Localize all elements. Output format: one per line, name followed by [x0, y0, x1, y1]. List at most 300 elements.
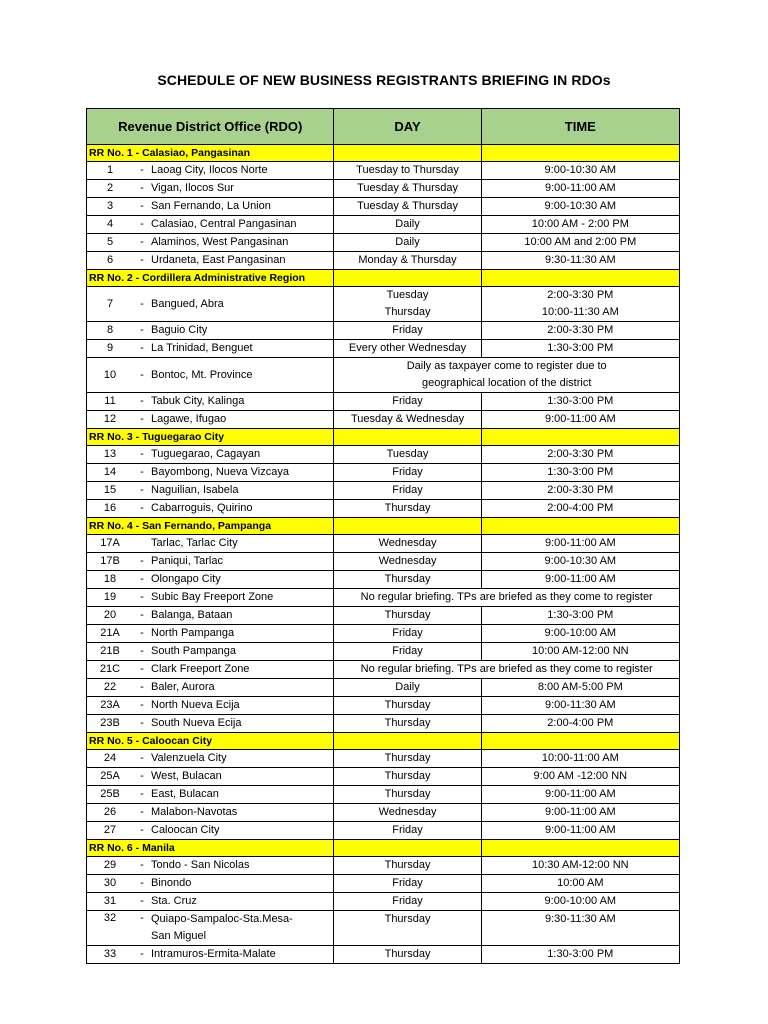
day-cell	[334, 322, 481, 340]
table-row	[87, 822, 680, 840]
rdo-number: 17A	[100, 537, 120, 549]
time-value: 8:00 AM-5:00 PM	[537, 681, 623, 693]
time-value: 10:00 AM - 2:00 PM	[531, 218, 629, 230]
rdo-office-name	[151, 500, 253, 517]
rdo-office-line: Baler, Aurora	[151, 681, 215, 693]
rdo-office-name	[151, 411, 226, 428]
rdo-number: 21A	[100, 627, 120, 639]
table-row	[87, 643, 680, 661]
time-value: 2:00-3:30 PM	[547, 484, 614, 496]
rdo-number: 14	[103, 466, 117, 478]
rdo-office-name	[151, 252, 286, 269]
table-row	[87, 625, 680, 643]
rdo-office-name	[151, 367, 253, 384]
rdo-number: 30	[103, 877, 117, 889]
day-cell	[334, 162, 481, 180]
rdo-office-line: South Nueva Ecija	[151, 717, 242, 729]
rdo-office-line: East, Bulacan	[151, 788, 219, 800]
rdo-office-line: Malabon-Navotas	[151, 806, 238, 818]
day-value: Daily	[395, 218, 420, 230]
time-value: 2:00-4:00 PM	[547, 502, 614, 514]
time-cell	[481, 857, 679, 875]
rdo-number: 1	[106, 164, 114, 176]
table-row	[87, 322, 680, 340]
rdo-dash: -	[140, 182, 144, 194]
table-row	[87, 553, 680, 571]
table-row	[87, 679, 680, 697]
time-cell	[481, 768, 679, 786]
rdo-cell	[87, 340, 334, 358]
rdo-number: 8	[106, 324, 114, 336]
day-cell	[334, 446, 481, 464]
day-cell	[334, 768, 481, 786]
rdo-office-line: Lagawe, Ifugao	[151, 413, 227, 425]
rdo-number: 20	[103, 609, 117, 621]
time-cell	[481, 464, 679, 482]
time-cell	[481, 679, 679, 697]
rdo-number: 5	[106, 236, 114, 248]
rdo-cell	[87, 857, 334, 875]
day-cell	[334, 857, 481, 875]
rdo-number: 19	[103, 591, 117, 603]
rdo-cell	[87, 589, 334, 607]
rdo-dash: -	[140, 368, 144, 381]
time-value: 1:30-3:00 PM	[547, 466, 614, 478]
rdo-office-line: Calasiao, Central Pangasinan	[151, 218, 297, 230]
rdo-number: 31	[103, 895, 117, 907]
schedule-note-line: No regular briefing. TPs are briefed as they come to register	[360, 663, 653, 675]
day-value: Friday	[392, 824, 423, 836]
rdo-office-line: Naguilian, Isabela	[151, 484, 239, 496]
table-row	[87, 464, 680, 482]
rdo-office-name	[151, 946, 276, 963]
rdo-cell	[87, 234, 334, 252]
day-value: Wednesday	[378, 555, 437, 567]
table-row	[87, 750, 680, 768]
rdo-office-line: Tondo - San Nicolas	[151, 859, 250, 871]
rdo-office-name	[151, 875, 191, 892]
rdo-office-name	[151, 180, 234, 197]
time-value: 9:00-11:00 AM	[544, 573, 616, 585]
region-day-cell	[334, 840, 481, 857]
rdo-number: 18	[103, 573, 117, 585]
time-cell	[481, 786, 679, 804]
time-value: 9:00-10:00 AM	[544, 895, 617, 907]
rdo-number: 11	[104, 395, 116, 407]
time-value: 9:00-11:00 AM	[544, 182, 616, 194]
region-day-cell	[334, 518, 481, 535]
day-cell	[334, 697, 481, 715]
table-row	[87, 446, 680, 464]
day-value: Thursday	[384, 948, 431, 960]
rdo-office-name	[151, 661, 249, 678]
day-cell	[334, 340, 481, 358]
day-value: Thursday	[384, 913, 431, 925]
rdo-number: 17B	[100, 555, 120, 567]
rdo-office-line: North Pampanga	[151, 627, 235, 639]
region-header-row	[87, 733, 680, 750]
time-cell	[481, 234, 679, 252]
schedule-table	[86, 108, 680, 964]
rdo-office-name	[151, 857, 249, 874]
rdo-cell	[87, 571, 334, 589]
day-cell	[334, 198, 481, 216]
day-value: Wednesday	[378, 806, 437, 818]
rdo-office-line: Olongapo City	[151, 573, 221, 585]
time-cell	[481, 643, 679, 661]
time-value: 9:00-10:30 AM	[544, 164, 617, 176]
rdo-cell	[87, 180, 334, 198]
day-cell	[334, 234, 481, 252]
time-value: 2:00-3:30 PM	[547, 289, 614, 301]
rdo-office-line: Quiapo-Sampaloc-Sta.Mesa-	[151, 913, 293, 925]
region-name: RR No. 4 - San Fernando, Pampanga	[87, 518, 334, 535]
rdo-number: 4	[106, 218, 114, 230]
rdo-dash: -	[140, 200, 144, 212]
table-row	[87, 500, 680, 518]
day-value: Daily	[395, 681, 420, 693]
rdo-dash: -	[140, 948, 144, 960]
table-row	[87, 180, 680, 198]
rdo-office-name	[151, 393, 244, 410]
region-name: RR No. 5 - Caloocan City	[87, 733, 334, 750]
rdo-cell	[87, 643, 334, 661]
rdo-office-line: Clark Freeport Zone	[151, 663, 250, 675]
time-value: 9:00-11:00 AM	[544, 537, 616, 549]
rdo-cell	[87, 287, 334, 322]
time-value: 9:00 AM -12:00 NN	[533, 770, 628, 782]
day-cell	[334, 500, 481, 518]
day-cell	[334, 875, 481, 893]
time-cell	[481, 162, 679, 180]
rdo-office-line: West, Bulacan	[151, 770, 222, 782]
rdo-dash: -	[140, 236, 144, 248]
rdo-office-name	[151, 198, 271, 215]
time-cell	[481, 607, 679, 625]
table-row	[87, 287, 680, 322]
rdo-number: 27	[103, 824, 117, 836]
time-cell	[481, 697, 679, 715]
rdo-number: 32	[103, 912, 117, 924]
rdo-cell	[87, 358, 334, 393]
rdo-dash: -	[140, 164, 144, 176]
time-value: 9:00-10:30 AM	[544, 200, 617, 212]
region-time-cell	[481, 733, 679, 750]
rdo-number: 21B	[100, 645, 120, 657]
rdo-dash: -	[140, 609, 144, 621]
region-name: RR No. 3 - Tuguegarao City	[87, 429, 334, 446]
day-value: Friday	[392, 395, 423, 407]
rdo-office-line: Tuguegarao, Cagayan	[151, 448, 261, 460]
region-time-cell	[481, 518, 679, 535]
rdo-office-line: Vigan, Ilocos Sur	[151, 182, 234, 194]
table-row	[87, 340, 680, 358]
rdo-office-line: Subic Bay Freeport Zone	[151, 591, 274, 603]
rdo-number: 23A	[100, 699, 120, 711]
header-day: DAY	[334, 109, 481, 145]
table-row	[87, 857, 680, 875]
rdo-dash: -	[140, 788, 144, 800]
rdo-cell	[87, 661, 334, 679]
region-day-cell	[334, 733, 481, 750]
rdo-office-line: Intramuros-Ermita-Malate	[151, 948, 276, 960]
day-value: Friday	[392, 484, 423, 496]
schedule-note	[334, 589, 680, 607]
time-cell	[481, 216, 679, 234]
day-value: Thursday	[384, 699, 431, 711]
region-day-cell	[334, 429, 481, 446]
rdo-dash: -	[140, 752, 144, 764]
time-value: 10:00 AM-12:00 NN	[532, 645, 629, 657]
time-value: 9:00-11:00 AM	[544, 824, 616, 836]
table-row	[87, 804, 680, 822]
rdo-office-name	[151, 340, 253, 357]
rdo-number: 3	[106, 200, 114, 212]
table-row	[87, 571, 680, 589]
rdo-office-name	[151, 553, 223, 570]
rdo-dash: -	[140, 912, 144, 924]
region-header-row	[87, 518, 680, 535]
day-value: Thursday	[384, 717, 431, 729]
header-rdo: Revenue District Office (RDO)	[87, 109, 334, 145]
rdo-dash: -	[140, 663, 144, 675]
rdo-cell	[87, 607, 334, 625]
rdo-cell	[87, 893, 334, 911]
day-cell	[334, 482, 481, 500]
day-cell	[334, 911, 481, 946]
table-row	[87, 482, 680, 500]
table-row	[87, 198, 680, 216]
table-row	[87, 162, 680, 180]
rdo-dash: -	[140, 681, 144, 693]
rdo-office-name	[151, 643, 236, 660]
rdo-cell	[87, 464, 334, 482]
rdo-office-line: Cabarroguis, Quirino	[151, 502, 253, 514]
time-value: 10:00 AM and 2:00 PM	[524, 236, 637, 248]
time-value: 9:00-10:00 AM	[544, 627, 617, 639]
rdo-number: 10	[103, 368, 117, 381]
day-value: Thursday	[384, 859, 431, 871]
table-row	[87, 535, 680, 553]
rdo-cell	[87, 393, 334, 411]
rdo-dash: -	[140, 218, 144, 230]
day-cell	[334, 715, 481, 733]
rdo-office-line: Tarlac, Tarlac City	[151, 537, 238, 549]
rdo-dash: -	[140, 324, 144, 336]
day-value: Thursday	[384, 306, 431, 318]
rdo-office-line: Urdaneta, East Pangasinan	[151, 254, 286, 266]
time-value: 1:30-3:00 PM	[547, 395, 614, 407]
rdo-number: 23B	[100, 717, 120, 729]
table-row	[87, 252, 680, 270]
rdo-dash: -	[140, 877, 144, 889]
rdo-office-line: Alaminos, West Pangasinan	[151, 236, 289, 248]
time-cell	[481, 393, 679, 411]
rdo-dash: -	[140, 448, 144, 460]
time-cell	[481, 946, 679, 964]
rdo-dash: -	[140, 824, 144, 836]
day-value: Tuesday & Wednesday	[350, 413, 465, 425]
day-value: Every other Wednesday	[348, 342, 467, 354]
time-cell	[481, 322, 679, 340]
day-value: Tuesday	[386, 448, 429, 460]
day-cell	[334, 607, 481, 625]
rdo-office-line: Paniqui, Tarlac	[151, 555, 223, 567]
region-day-cell	[334, 145, 481, 162]
rdo-dash: -	[140, 502, 144, 514]
time-value: 2:00-3:30 PM	[547, 448, 614, 460]
table-row	[87, 697, 680, 715]
time-value: 10:00 AM	[557, 877, 604, 889]
rdo-office-line: San Miguel	[151, 930, 207, 942]
rdo-office-name	[151, 768, 222, 785]
day-cell	[334, 625, 481, 643]
region-header-row	[87, 270, 680, 287]
time-cell	[481, 571, 679, 589]
rdo-office-name	[151, 216, 297, 233]
rdo-number: 29	[103, 859, 117, 871]
time-cell	[481, 804, 679, 822]
rdo-cell	[87, 786, 334, 804]
rdo-office-name	[151, 234, 288, 251]
rdo-number: 25A	[100, 770, 120, 782]
time-value: 2:00-4:00 PM	[547, 717, 614, 729]
schedule-note	[334, 358, 680, 393]
rdo-office-name	[151, 715, 242, 732]
rdo-dash: -	[140, 297, 144, 310]
day-value: Friday	[392, 895, 423, 907]
table-row	[87, 234, 680, 252]
rdo-number: 15	[103, 484, 117, 496]
rdo-office-name	[151, 822, 219, 839]
day-value: Tuesday & Thursday	[357, 200, 458, 212]
day-cell	[334, 643, 481, 661]
rdo-office-line: Binondo	[151, 877, 192, 889]
time-cell	[481, 893, 679, 911]
time-value: 2:00-3:30 PM	[547, 324, 614, 336]
rdo-cell	[87, 679, 334, 697]
rdo-office-line: Valenzuela City	[151, 752, 227, 764]
time-value: 1:30-3:00 PM	[547, 609, 614, 621]
rdo-office-line: Bangued, Abra	[151, 297, 224, 310]
rdo-cell	[87, 411, 334, 429]
rdo-office-name	[151, 911, 293, 945]
time-cell	[481, 198, 679, 216]
schedule-note-line: Daily as taxpayer come to register due to	[406, 360, 607, 372]
rdo-number: 25B	[100, 788, 120, 800]
rdo-office-name	[151, 786, 219, 803]
time-cell	[481, 875, 679, 893]
table-row	[87, 875, 680, 893]
time-cell	[481, 553, 679, 571]
day-cell	[334, 464, 481, 482]
rdo-office-name	[151, 697, 240, 714]
day-cell	[334, 804, 481, 822]
rdo-office-line: Balanga, Bataan	[151, 609, 233, 621]
rdo-dash: -	[140, 717, 144, 729]
day-cell	[334, 287, 481, 322]
rdo-number: 33	[103, 948, 117, 960]
table-row	[87, 893, 680, 911]
time-value: 9:00-11:00 AM	[544, 788, 616, 800]
time-value: 9:00-10:30 AM	[544, 555, 617, 567]
rdo-office-line: La Trinidad, Benguet	[151, 342, 253, 354]
rdo-number: 16	[103, 502, 117, 514]
day-value: Daily	[395, 236, 420, 248]
header-time: TIME	[481, 109, 679, 145]
rdo-number: 6	[106, 254, 114, 266]
rdo-dash: -	[140, 573, 144, 585]
rdo-dash: -	[140, 806, 144, 818]
region-name: RR No. 6 - Manila	[87, 840, 334, 857]
rdo-cell	[87, 322, 334, 340]
rdo-cell	[87, 162, 334, 180]
table-row	[87, 715, 680, 733]
rdo-dash: -	[140, 859, 144, 871]
time-cell	[481, 252, 679, 270]
rdo-cell	[87, 446, 334, 464]
table-row	[87, 768, 680, 786]
rdo-dash: -	[140, 484, 144, 496]
table-row	[87, 411, 680, 429]
rdo-office-name	[151, 535, 238, 552]
rdo-cell	[87, 750, 334, 768]
day-value: Thursday	[384, 573, 431, 585]
time-value: 9:00-11:00 AM	[544, 413, 616, 425]
time-cell	[481, 482, 679, 500]
rdo-dash: -	[140, 413, 144, 425]
day-value: Friday	[392, 877, 423, 889]
day-value: Thursday	[384, 502, 431, 514]
rdo-cell	[87, 553, 334, 571]
rdo-dash: -	[140, 466, 144, 478]
rdo-cell	[87, 625, 334, 643]
rdo-number: 9	[106, 342, 114, 354]
rdo-office-name	[151, 446, 260, 463]
day-cell	[334, 393, 481, 411]
rdo-office-name	[151, 162, 268, 179]
rdo-office-name	[151, 571, 221, 588]
day-cell	[334, 822, 481, 840]
day-value: Tuesday to Thursday	[356, 164, 459, 176]
day-value: Thursday	[384, 770, 431, 782]
region-name: RR No. 1 - Calasiao, Pangasinan	[87, 145, 334, 162]
table-row	[87, 358, 680, 393]
rdo-office-line: Baguio City	[151, 324, 208, 336]
page-title: SCHEDULE OF NEW BUSINESS REGISTRANTS BRIEFING IN RDOs	[157, 72, 611, 88]
table-row	[87, 216, 680, 234]
day-value: Thursday	[384, 788, 431, 800]
rdo-office-line: North Nueva Ecija	[151, 699, 240, 711]
day-cell	[334, 252, 481, 270]
rdo-office-name	[151, 750, 227, 767]
day-cell	[334, 786, 481, 804]
rdo-number: 26	[103, 806, 117, 818]
rdo-cell	[87, 500, 334, 518]
rdo-office-name	[151, 322, 207, 339]
region-time-cell	[481, 270, 679, 287]
rdo-dash: -	[140, 770, 144, 782]
rdo-dash: -	[140, 699, 144, 711]
schedule-note	[334, 661, 680, 679]
rdo-office-line: San Fernando, La Union	[151, 200, 271, 212]
table-row	[87, 589, 680, 607]
rdo-cell	[87, 216, 334, 234]
day-cell	[334, 553, 481, 571]
day-value: Monday & Thursday	[358, 254, 457, 266]
rdo-office-name	[151, 893, 197, 910]
rdo-office-line: Laoag City, Ilocos Norte	[151, 164, 268, 176]
